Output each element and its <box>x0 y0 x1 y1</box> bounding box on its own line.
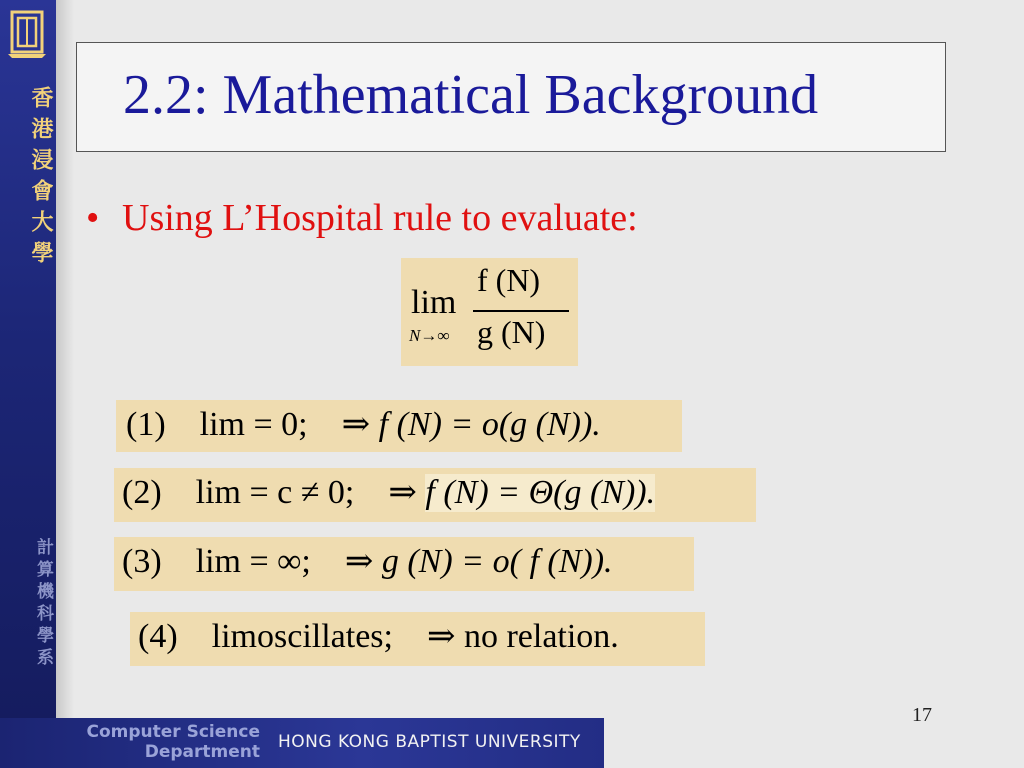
implies-arrow: ⇒ <box>388 474 417 511</box>
footer-banner <box>0 718 604 768</box>
case-result: f (N) = Θ(g (N)). <box>425 474 656 511</box>
university-vertical-text: 香港浸會大學 <box>28 86 53 272</box>
case-condition: lim = ∞; <box>195 543 311 580</box>
book-icon <box>6 8 48 60</box>
content-edge-shade <box>56 0 74 768</box>
limit-subscript: N→∞ <box>409 326 450 345</box>
bullet-marker: • <box>86 197 100 239</box>
limit-numerator: f (N) <box>477 262 541 298</box>
case-row-2 <box>114 468 756 522</box>
fraction-bar <box>473 310 569 312</box>
case-row-3 <box>114 537 694 591</box>
university-name: HONG KONG BAPTIST UNIVERSITY <box>278 732 581 752</box>
department-line-1: Computer Science <box>86 722 260 742</box>
case-condition: limoscillates; <box>211 618 393 655</box>
slide-title: 2.2: Mathematical Background <box>123 64 819 126</box>
case-result: f (N) = o(g (N)). <box>378 406 601 443</box>
case-number: (2) <box>122 474 162 511</box>
case-result: no relation. <box>463 618 619 655</box>
bullet-text: Using L’Hospital rule to evaluate: <box>122 197 638 239</box>
department-line-2: Department <box>144 742 260 762</box>
case-number: (3) <box>122 543 162 580</box>
case-result: g (N) = o( f (N)). <box>381 543 613 580</box>
case-number: (4) <box>138 618 178 655</box>
case-condition: lim = c ≠ 0; <box>195 474 355 511</box>
implies-arrow: ⇒ <box>341 406 371 443</box>
case-condition: lim = 0; <box>199 406 308 443</box>
implies-arrow: ⇒ <box>426 618 456 655</box>
implies-arrow: ⇒ <box>344 543 374 580</box>
case-row-4 <box>130 612 705 666</box>
case-number: (1) <box>126 406 166 443</box>
department-vertical-text: 計算機科學系 <box>33 538 53 670</box>
limit-denominator: g (N) <box>477 314 546 350</box>
case-row-1 <box>116 400 682 452</box>
limit-formula <box>401 258 578 366</box>
title-box <box>76 42 946 152</box>
limit-operator: lim <box>411 284 457 321</box>
bullet-point <box>86 196 638 240</box>
page-number: 17 <box>912 704 932 726</box>
left-sidebar <box>0 0 56 768</box>
department-label <box>60 722 260 762</box>
